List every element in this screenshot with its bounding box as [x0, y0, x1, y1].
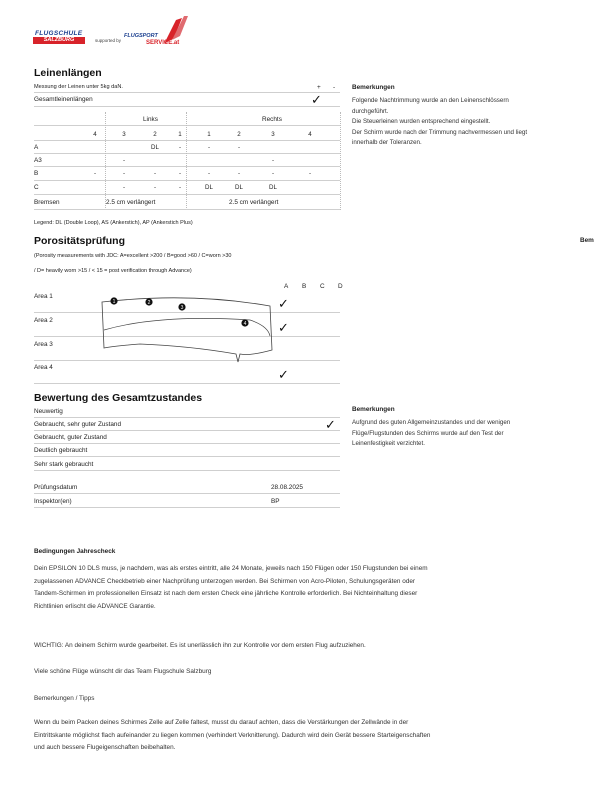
- bremsen-label: Bremsen: [34, 199, 60, 206]
- row-label: B: [34, 170, 39, 177]
- section-title-leinenlaengen: Leinenlängen: [34, 67, 102, 79]
- grade-header: A: [284, 283, 289, 290]
- area-label: Area 4: [34, 364, 53, 371]
- date-value: 28.08.2025: [271, 484, 303, 491]
- marker-number: 4: [243, 320, 247, 327]
- line-cell: -: [122, 170, 126, 177]
- remark-line: Folgende Nachtrimmung wurde an den Leinenschlössern: [352, 97, 509, 104]
- condition-label: Neuwertig: [34, 408, 63, 415]
- line-cell: -: [153, 184, 157, 191]
- leinen-remarks: [352, 96, 572, 149]
- section-title-bewertung: Bewertung des Gesamtzustandes: [34, 392, 203, 404]
- links-header: Links: [143, 116, 158, 123]
- col-header: 3: [122, 131, 126, 138]
- remark-line: Aufgrund des guten Allgemeinzustandes und der wenigen: [352, 419, 511, 426]
- logo-flugsport-text: FLUGSPORT: [124, 33, 158, 39]
- line-cell: DL: [269, 184, 277, 191]
- line-cell: -: [178, 144, 182, 151]
- supported-by-text: supported by: [95, 38, 122, 43]
- line-cell: -: [271, 170, 275, 177]
- line-cell: DL: [235, 184, 243, 191]
- inspector-label: Inspektor(en): [34, 498, 72, 505]
- line-cell: -: [122, 157, 126, 164]
- section-title-porositaet: Porositätsprüfung: [34, 235, 125, 247]
- row-label: A3: [34, 157, 42, 164]
- condition-label: Gebraucht, sehr guter Zustand: [34, 421, 122, 428]
- date-label: Prüfungsdatum: [34, 484, 78, 491]
- paragraph-line: Richtlinien erlischt die ADVANCE Garantie.: [34, 602, 156, 610]
- minus-label: -: [333, 84, 336, 91]
- line-cell: -: [122, 184, 126, 191]
- leinen-remarks-title: Bemerkungen: [352, 84, 395, 91]
- condition-label: Sehr stark gebraucht: [34, 461, 94, 468]
- bewertung-remarks: [352, 418, 572, 450]
- line-cell: -: [153, 170, 157, 177]
- line-cell: -: [178, 170, 182, 177]
- row-label: C: [34, 184, 39, 191]
- porosity-note-2: / D= heavily worn >15 / < 15 = post verification through Advance): [34, 268, 192, 274]
- logo-text-bottom: SALZBURG: [33, 37, 85, 44]
- logo-service-text: SERVICE.at: [146, 40, 180, 46]
- gesamt-check: ✓: [311, 92, 322, 107]
- remark-line: Die Steuerleinen wurden entsprechend eingestellt.: [352, 118, 491, 125]
- wichtig-text: WICHTIG: An deinem Schirm wurde gearbeitet. Es ist unerlässlich ihn zur Kontrolle vor dem ersten Flug aufzuziehen.: [34, 642, 366, 649]
- line-cell: -: [178, 184, 182, 191]
- gesamt-label: Gesamtleinenlängen: [34, 96, 93, 103]
- flugsport-service-logo: [124, 14, 194, 48]
- remark-line: Leinenfestigkeit verzichtet.: [352, 440, 425, 447]
- remark-line: innerhalb der Toleranzen.: [352, 139, 422, 146]
- area-label: Area 2: [34, 317, 53, 324]
- paragraph-line: zugelassenen ADVANCE Checkbetrieb einer Nachprüfung unterzogen werden. Bei Schirmen von Acro-Piloten, Schulungsgeräten oder: [34, 577, 416, 585]
- grade-header: D: [338, 283, 343, 290]
- line-cell: DL: [205, 184, 213, 191]
- col-header: 3: [271, 131, 275, 138]
- area-check: ✓: [278, 367, 289, 382]
- col-header: 4: [308, 131, 312, 138]
- col-header: 1: [178, 131, 182, 138]
- greeting-text: Viele schöne Flüge wünscht dir das Team Flugschule Salzburg: [34, 668, 212, 675]
- line-cell: -: [207, 170, 211, 177]
- paragraph-line: Dein EPSILON 10 DLS muss, je nachdem, was als erstes eintritt, alle 24 Monate, jeweils nach 150 Flügen oder 150 Flugstunden bei einem: [34, 565, 428, 572]
- remark-line: Der Schirm wurde nach der Trimmung nachvermessen und liegt: [352, 128, 528, 136]
- legend-text: Legend: DL (Double Loop), AS (Ankerstich), AP (Ankerstich Plus): [34, 220, 193, 226]
- area-check: ✓: [278, 320, 289, 335]
- plus-label: +: [317, 84, 321, 91]
- remark-line: durchgeführt.: [352, 107, 389, 115]
- line-cell: -: [207, 144, 211, 151]
- paragraph-line: Wenn du beim Packen deines Schirmes Zelle auf Zelle faltest, musst du darauf achten, dass die Verstärkungen der Zellwände in der: [34, 719, 409, 726]
- line-cell: -: [237, 170, 241, 177]
- col-header: 4: [93, 131, 97, 138]
- marker-number: 1: [112, 298, 116, 305]
- flugschule-logo: [33, 30, 91, 46]
- col-header: 2: [237, 131, 241, 138]
- paragraph-line: Tandem-Schirmen im professionellen Einsatz ist nach dem ersten Check eine jährliche Kontrolle erforderlich. Bei Nichteinhaltung dieser: [34, 590, 418, 597]
- area-label: Area 1: [34, 293, 53, 300]
- area-label: Area 3: [34, 341, 53, 348]
- bedingungen-paragraph: [34, 563, 579, 613]
- line-cell: -: [93, 170, 97, 177]
- porosity-note-1: (Porosity measurements with JDC: A=excellent >200 / B=good >60 / C=worn >30: [34, 253, 232, 259]
- line-cell: -: [271, 157, 275, 164]
- logo-text-top: FLUGSCHULE: [35, 30, 83, 37]
- area-check: ✓: [278, 296, 289, 311]
- condition-label: Gebraucht, guter Zustand: [34, 434, 107, 441]
- col-header: 2: [153, 131, 157, 138]
- condition-check: ✓: [325, 417, 336, 432]
- condition-label: Deutlich gebraucht: [34, 447, 88, 454]
- bedingungen-title: Bedingungen Jahrescheck: [34, 548, 116, 555]
- bewertung-remarks-title: Bemerkungen: [352, 406, 395, 413]
- bremsen-links-value: 2.5 cm verlängert: [106, 199, 156, 206]
- marker-number: 2: [147, 299, 151, 306]
- porosity-side-label: Bem: [580, 237, 594, 244]
- grade-header: C: [320, 283, 325, 290]
- col-header: 1: [207, 131, 211, 138]
- bremsen-rechts-value: 2.5 cm verlängert: [229, 199, 279, 206]
- paragraph-line: Eintrittskante möglichst flach aufeinander zu liegen kommen (verhindert Verknitterung). Dadurch wird dein Gerät bessere Starteigenschaften: [34, 731, 431, 739]
- line-cell: -: [308, 170, 312, 177]
- inspector-value: BP: [271, 498, 280, 505]
- tipps-title: Bemerkungen / Tipps: [34, 695, 95, 702]
- measurement-note: Messung der Leinen unter 5kg daN.: [34, 84, 123, 90]
- grade-header: B: [302, 283, 307, 290]
- remark-line: Flüge/Flugstunden des Schirms wurde auf den Test der: [352, 429, 504, 437]
- marker-number: 3: [180, 304, 184, 311]
- row-label: A: [34, 144, 39, 151]
- line-cell: -: [237, 144, 241, 151]
- paragraph-line: und auch bessere Flugeigenschaften beibehalten.: [34, 744, 176, 751]
- tipps-paragraph: [34, 717, 579, 755]
- line-cell: DL: [151, 144, 159, 151]
- rechts-header: Rechts: [262, 116, 282, 123]
- glider-diagram: [100, 290, 280, 370]
